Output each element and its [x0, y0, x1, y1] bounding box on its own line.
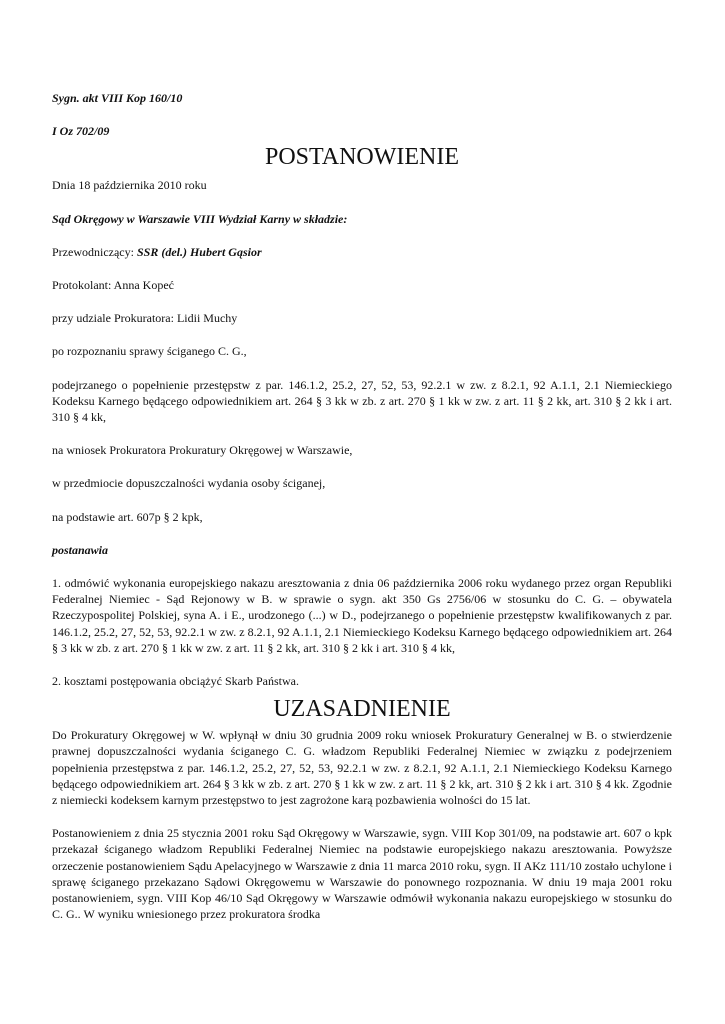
document-title: POSTANOWIENIE [264, 144, 460, 171]
justification-title: UZASADNIENIE [273, 696, 451, 723]
justification-paragraph: Do Prokuratury Okręgowej w W. wpłynął w dniu 30 grudnia 2009 roku wniosek Prokuratury Generalnej w B. o stwierdzenie prawnej dopuszczalności wydania ściganego C. G. władzom Republiki Federalnej Niemiec w związku z podejrzeniem popełnienia przestępstwa z par. 146.1.2, 25.2, 27, 52, 53, 92.2.1 w zw. z 8.2.1, 92 A.1.1, 2.1 Niemieckiego Kodeksu Karnego będącego odpowiednikiem art. 264 § 3 kk w zb. z art. 270 § 1 kk w zw. z art. 11 § 2 kk, art. 310 § 2 kk i art. 310 § 4 kk. Zgodnie z niemiecki kodeksem karnym przestępstwo to jest zagrożone karą pozbawienia wolności do 15 lat. [52, 728, 672, 808]
case-signature: Sygn. akt VIII Kop 160/10 [52, 91, 183, 105]
charges-paragraph: podejrzanego o popełnienie przestępstw z par. 146.1.2, 25.2, 27, 52, 53, 92.2.1 w zw. z 8.2.1, 92 A.1.1, 2.1 Niemieckiego Kodeksu Karnego będącego odpowiednikiem art. 264 § 3 kk w zb. z art. 270 § 1 kk w zw. z art. 11 § 2 kk, art. 310 § 2 kk i art. 310 § 4 kk, [52, 377, 672, 425]
decides-heading: postanawia [52, 542, 109, 557]
decision-date: Dnia 18 października 2010 roku [52, 178, 207, 193]
chair-line [52, 244, 672, 260]
clerk-line: Protokolant: Anna Kopeć [52, 278, 174, 293]
legal-basis-line: na podstawie art. 607p § 2 kpk, [52, 509, 203, 524]
document-body [52, 90, 672, 923]
chair-label: Przewodniczący: [52, 244, 137, 259]
subject-line: w przedmiocie dopuszczalności wydania osoby ściganej, [52, 476, 326, 491]
chair-name: SSR (del.) Hubert Gąsior [136, 244, 262, 259]
motion-line: na wniosek Prokuratora Prokuratury Okręgowej w Warszawie, [52, 443, 353, 458]
justification-paragraph: Postanowieniem z dnia 25 stycznia 2001 roku Sąd Okręgowy w Warszawie, sygn. VIII Kop 301/09, na podstawie art. 607 o kpk przekazał ściganego władzom Republiki Federalnej Niemiec na podstawie europejskiego nakazu aresztowania. Powyższe orzeczenie postanowieniem Sądu Apelacyjnego w Warszawie z dnia 11 marca 2010 roku, sygn. II AKz 111/10 zostało uchylone i sprawę ściganego przekazano Sądowi Okręgowemu w Warszawie do ponownego rozpoznania. W dniu 19 maja 2001 roku postanowieniem, sygn. VIII Kop 46/10 Sąd Okręgowy w Warszawie odmówił wykonania nakazu europejskiego w stosunku do C. G.. W wyniku wniesionego przez prokuratora środka [52, 826, 672, 922]
decision-item: 2. kosztami postępowania obciążyć Skarb Państwa. [52, 674, 299, 689]
prosecutor-line: przy udziale Prokuratora: Lidii Muchy [52, 311, 238, 326]
court-composition: Sąd Okręgowy w Warszawie VIII Wydział Karny w składzie: [52, 211, 348, 226]
case-signature-oz: I Oz 702/09 [52, 124, 110, 139]
case-review-line: po rozpoznaniu sprawy ściganego C. G., [52, 344, 247, 359]
decision-item: 1. odmówić wykonania europejskiego nakazu aresztowania z dnia 06 października 2006 roku wydanego przez organ Republiki Federalnej Niemiec - Sąd Rejonowy w B. w sprawie o sygn. akt 350 Gs 2756/06 w stosunku do C. G. – obywatela Rzeczypospolitej Polskiej, syna A. i E., urodzonego (...) w D., podejrzanego o popełnienie przestępstw kwalifikowanych z par. 146.1.2, 25.2, 27, 52, 53, 92.2.1 w zw. z 8.2.1, 92 A.1.1, 2.1 Niemieckiego Kodeksu Karnego będącego odpowiednikiem art. 264 § 3 kk w zb. z art. 270 § 1 kk w zw. z art. 11 § 2 kk, art. 310 § 2 kk i art. 310 § 4 kk, [52, 576, 672, 655]
